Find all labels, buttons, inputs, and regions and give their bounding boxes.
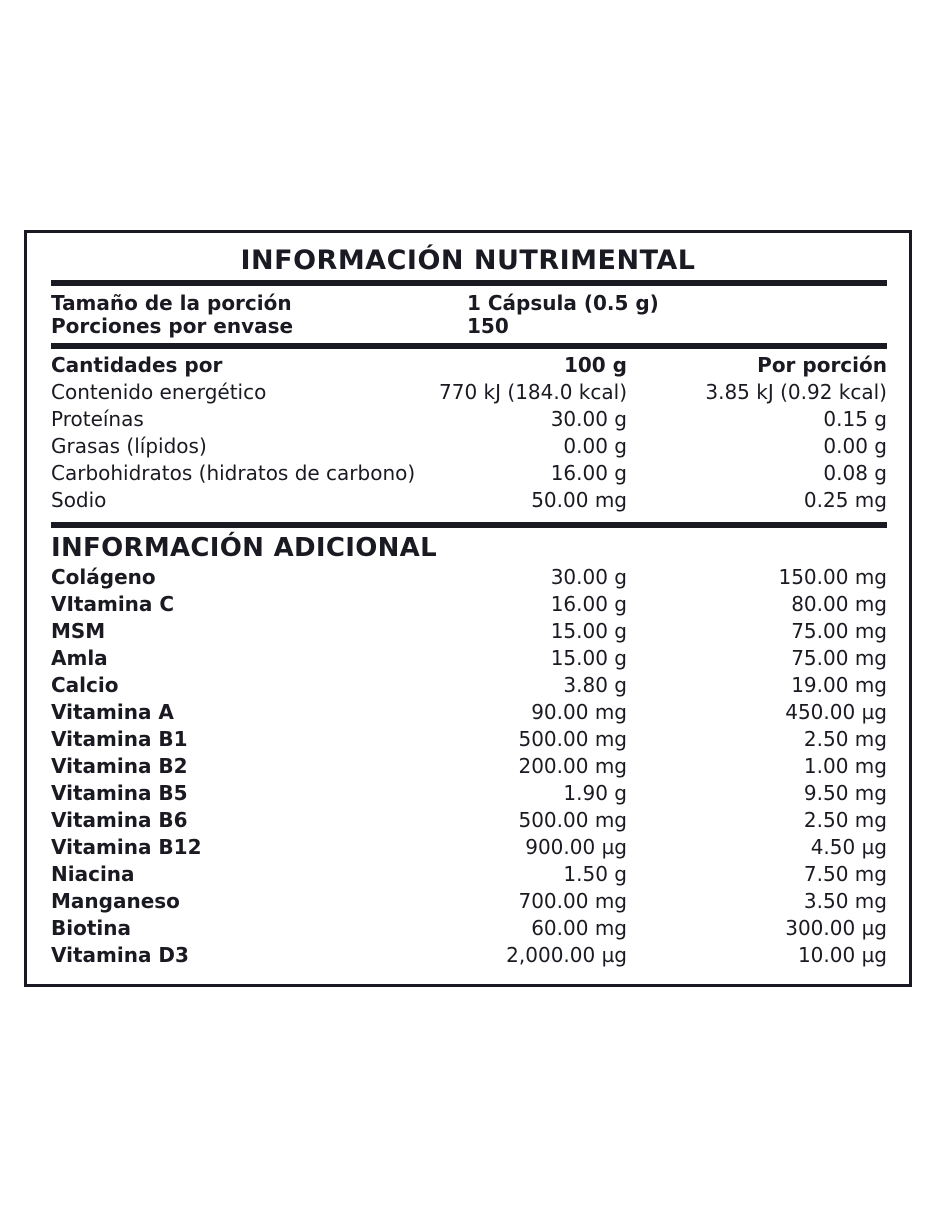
table-row — [51, 487, 887, 514]
table-row — [51, 564, 887, 591]
nutrient-name: Vitamina B6 — [51, 808, 188, 832]
nutrient-name: Manganeso — [51, 889, 180, 913]
label-title: INFORMACIÓN NUTRIMENTAL — [240, 245, 696, 276]
nutrient-name: Vitamina D3 — [51, 943, 189, 967]
column-header-row — [51, 352, 887, 379]
value-per-100g: 900.00 µg — [525, 835, 627, 859]
value-per-100g: 500.00 mg — [518, 808, 627, 832]
value-per-portion: 3.85 kJ (0.92 kcal) — [705, 380, 887, 404]
table-row — [51, 460, 887, 487]
table-row — [51, 807, 887, 834]
value-per-100g: 16.00 g — [550, 461, 627, 485]
table-row — [51, 888, 887, 915]
table-row — [51, 699, 887, 726]
value-per-100g: 15.00 g — [550, 619, 627, 643]
divider-bottom — [51, 522, 887, 528]
table-row — [51, 753, 887, 780]
value-per-portion: 75.00 mg — [791, 646, 887, 670]
value-per-100g: 90.00 mg — [531, 700, 627, 724]
value-per-100g: 500.00 mg — [518, 727, 627, 751]
servings-per-container-value: 150 — [467, 314, 509, 338]
nutrient-name: Vitamina B1 — [51, 727, 188, 751]
value-per-portion: 75.00 mg — [791, 619, 887, 643]
table-row — [51, 672, 887, 699]
value-per-100g: 16.00 g — [550, 592, 627, 616]
column-header-portion: Por porción — [757, 353, 887, 377]
value-per-100g: 50.00 mg — [531, 488, 627, 512]
additional-info-title: INFORMACIÓN ADICIONAL — [51, 533, 437, 563]
value-per-portion: 0.15 g — [823, 407, 887, 431]
servings-per-container-row — [51, 313, 887, 340]
value-per-100g: 2,000.00 µg — [506, 943, 627, 967]
value-per-100g: 60.00 mg — [531, 916, 627, 940]
nutrient-name: MSM — [51, 619, 106, 643]
table-row — [51, 915, 887, 942]
serving-size-label: Tamaño de la porción — [51, 291, 292, 315]
value-per-100g: 700.00 mg — [518, 889, 627, 913]
nutrition-label — [24, 230, 912, 987]
nutrient-name: Proteínas — [51, 407, 144, 431]
nutrient-name: Vitamina B5 — [51, 781, 188, 805]
table-row — [51, 834, 887, 861]
nutrient-name: Contenido energético — [51, 380, 267, 404]
serving-size-value: 1 Cápsula (0.5 g) — [467, 291, 659, 315]
value-per-portion: 7.50 mg — [803, 862, 887, 886]
value-per-portion: 0.25 mg — [803, 488, 887, 512]
divider-top — [51, 280, 887, 286]
value-per-portion: 2.50 mg — [803, 808, 887, 832]
nutrient-name: Sodio — [51, 488, 107, 512]
nutrient-name: Calcio — [51, 673, 119, 697]
value-per-100g: 1.50 g — [563, 862, 627, 886]
value-per-100g: 30.00 g — [550, 407, 627, 431]
value-per-100g: 1.90 g — [563, 781, 627, 805]
divider-middle — [51, 343, 887, 349]
value-per-portion: 2.50 mg — [803, 727, 887, 751]
value-per-100g: 200.00 mg — [518, 754, 627, 778]
table-row — [51, 379, 887, 406]
column-header-100g: 100 g — [563, 353, 627, 377]
value-per-portion: 80.00 mg — [791, 592, 887, 616]
value-per-100g: 0.00 g — [563, 434, 627, 458]
table-row — [51, 618, 887, 645]
servings-per-container-label: Porciones por envase — [51, 314, 294, 338]
column-header-label: Cantidades por — [51, 353, 223, 377]
nutrient-name: Vitamina B12 — [51, 835, 202, 859]
nutrient-name: Grasas (lípidos) — [51, 434, 207, 458]
table-row — [51, 433, 887, 460]
value-per-portion: 300.00 µg — [785, 916, 887, 940]
value-per-portion: 3.50 mg — [803, 889, 887, 913]
nutrient-name: Vitamina A — [51, 700, 174, 724]
table-row — [51, 591, 887, 618]
nutrient-name: VItamina C — [51, 592, 175, 616]
value-per-portion: 4.50 µg — [810, 835, 887, 859]
nutrient-name: Biotina — [51, 916, 131, 940]
value-per-portion: 450.00 µg — [785, 700, 887, 724]
value-per-100g: 770 kJ (184.0 kcal) — [439, 380, 627, 404]
nutrient-name: Niacina — [51, 862, 135, 886]
table-row — [51, 406, 887, 433]
value-per-100g: 3.80 g — [563, 673, 627, 697]
value-per-portion: 0.08 g — [823, 461, 887, 485]
value-per-portion: 1.00 mg — [803, 754, 887, 778]
nutrient-name: Colágeno — [51, 565, 156, 589]
value-per-portion: 19.00 mg — [791, 673, 887, 697]
nutrient-name: Carbohidratos (hidratos de carbono) — [51, 461, 416, 485]
table-row — [51, 645, 887, 672]
value-per-portion: 0.00 g — [823, 434, 887, 458]
value-per-100g: 15.00 g — [550, 646, 627, 670]
value-per-100g: 30.00 g — [550, 565, 627, 589]
table-row — [51, 726, 887, 753]
nutrient-name: Amla — [51, 646, 108, 670]
table-row — [51, 942, 887, 969]
nutrient-name: Vitamina B2 — [51, 754, 188, 778]
value-per-portion: 9.50 mg — [803, 781, 887, 805]
value-per-portion: 150.00 mg — [778, 565, 887, 589]
table-row — [51, 861, 887, 888]
table-row — [51, 780, 887, 807]
value-per-portion: 10.00 µg — [797, 943, 887, 967]
